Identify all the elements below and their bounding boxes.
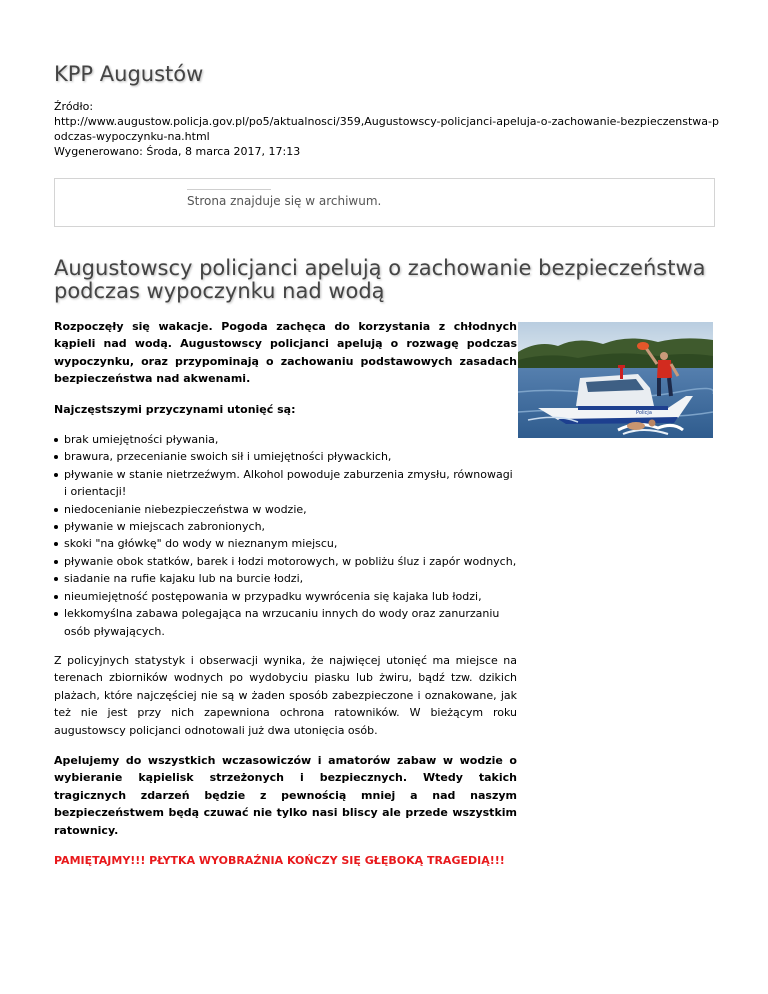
causes-heading: Najczęstszymi przyczynami utonięć są: (54, 402, 296, 416)
statistics-paragraph: Z policyjnych statystyk i obserwacji wynika, że najwięcej utonięć ma miejsce na terenach zbiorników wodnych po wydobyciu piasku lub żwiru, bądź tzw. dzikich plażach, które najczęściej nie są w żaden sposób zabezpieczone i oznakowane, jak też nie jest przy nich zapewniona ochrona ratowników. W bieżącym roku augustowscy policjanci odnotowali już dwa utonięcia osób. (54, 653, 517, 737)
list-item: pływanie w miejscach zabronionych, (54, 518, 517, 535)
list-item: niedocenianie niebezpieczeństwa w wodzie, (54, 501, 517, 518)
list-item: brawura, przecenianie swoich sił i umiejętności pływackich, (54, 448, 517, 465)
article-lead: Rozpoczęły się wakacje. Pogoda zachęca do korzystania z chłodnych kąpieli nad wodą. Augustowscy policjanci apelują o rozwagę podczas wypoczynku, oraz przypominają o zachowaniu podstawowych zasadach bezpieczeństwa nad akwenami. (54, 320, 517, 386)
list-item: pływanie w stanie nietrzeźwym. Alkohol powoduje zaburzenia zmysłu, równowagi i orientacji! (54, 466, 517, 501)
source-label: Źródło: (54, 100, 94, 113)
appeal-paragraph: Apelujemy do wszystkich wczasowiczów i amatorów zabaw w wodzie o wybieranie kąpielisk strzeżonych i bezpiecznych. Wtedy takich tragicznych zdarzeń będzie z pewnością mniej a nad naszym bezpieczeństwem będą czuwać nie tylko nasi bliscy ale przede wszystkim ratownicy. (54, 753, 517, 837)
generated-date: Wygenerowano: Środa, 8 marca 2017, 17:13 (54, 145, 301, 158)
list-item: nieumiejętność postępowania w przypadku wywrócenia się kajaka lub łodzi, (54, 588, 517, 605)
site-title: KPP Augustów (54, 62, 204, 86)
boat-label: Policja (636, 410, 652, 416)
police-boat-image (518, 322, 713, 438)
source-url[interactable]: http://www.augustow.policja.gov.pl/po5/aktualnosci/359,Augustowscy-policjanci-apeluja-o-zachowanie-bezpieczenstwa-podczas-wypoczynku-na.html (54, 115, 720, 143)
warning-text: PAMIĘTAJMY!!! PŁYTKA WYOBRAŹNIA KOŃCZY SIĘ GŁĘBOKĄ TRAGEDIĄ!!! (54, 853, 505, 867)
archive-divider (187, 189, 271, 190)
list-item: siadanie na rufie kajaku lub na burcie łodzi, (54, 570, 517, 587)
causes-list (54, 431, 517, 640)
source-meta (54, 99, 719, 159)
article-photo (518, 322, 713, 438)
article-body (54, 318, 517, 869)
list-item: pływanie obok statków, barek i łodzi motorowych, w pobliżu śluz i zapór wodnych, (54, 553, 517, 570)
list-item: skoki "na główkę" do wody w nieznanym miejscu, (54, 535, 517, 552)
list-item: lekkomyślna zabawa polegająca na wrzucaniu innych do wody oraz zanurzaniu osób pływających. (54, 605, 517, 640)
article-title: Augustowscy policjanci apelują o zachowanie bezpieczeństwa podczas wypoczynku nad wodą (54, 256, 706, 303)
archive-notice-box (54, 178, 715, 227)
list-item: brak umiejętności pływania, (54, 431, 517, 448)
archive-notice: Strona znajduje się w archiwum. (187, 194, 382, 208)
